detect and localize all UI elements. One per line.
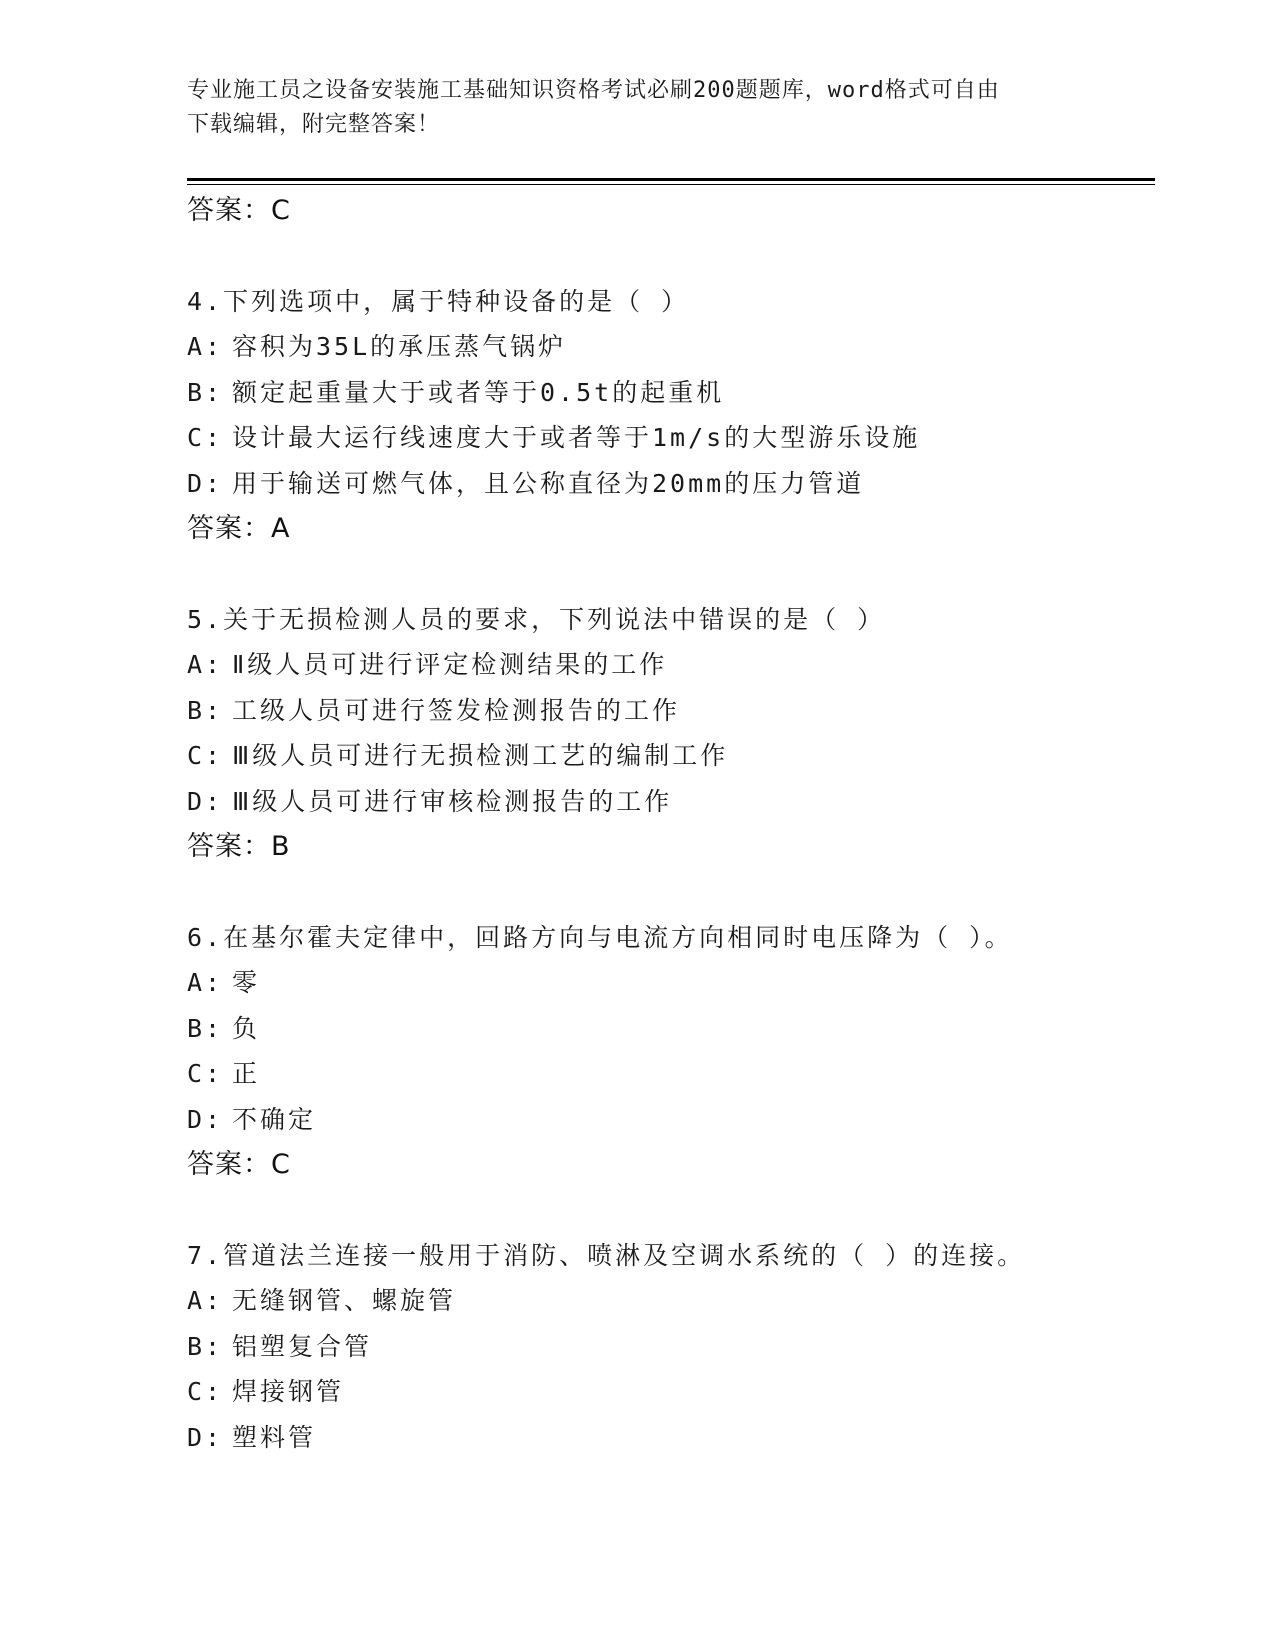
option-a	[187, 1278, 1147, 1324]
option-c	[187, 733, 1147, 779]
option-text: 正	[232, 1059, 261, 1088]
question-stem: 5.关于无损检测人员的要求，下列说法中错误的是（ ）	[187, 604, 886, 634]
option-b	[187, 688, 1147, 734]
question-4	[187, 279, 1147, 552]
option-text: 额定起重量大于或者等于0.5t的起重机	[232, 377, 725, 407]
question-stem: 6.在基尔霍夫定律中，回路方向与电流方向相同时电压降为（ ）。	[187, 922, 1013, 952]
option-d	[187, 1415, 1147, 1461]
option-b	[187, 1324, 1147, 1370]
question-stem: 4.下列选项中，属于特种设备的是（ ）	[187, 286, 690, 316]
answer-line: 答案：C	[187, 1149, 291, 1180]
header-title-line-2: 下载编辑，附完整答案！	[187, 112, 441, 137]
answer-line: 答案：A	[187, 513, 291, 544]
option-text: 零	[232, 968, 261, 997]
option-key: D:	[187, 1422, 224, 1452]
option-d	[187, 779, 1147, 825]
question-stem: 7.管道法兰连接一般用于消防、喷淋及空调水系统的（ ）的连接。	[187, 1240, 1026, 1270]
option-text: Ⅱ级人员可进行评定检测结果的工作	[232, 650, 668, 679]
option-text: 不确定	[232, 1104, 317, 1134]
answer-line: 答案：B	[187, 831, 291, 862]
option-text: 工级人员可进行签发检测报告的工作	[232, 695, 681, 725]
option-text: 容积为35L的承压蒸气锅炉	[232, 332, 567, 361]
option-text: 负	[232, 1013, 261, 1043]
previous-answer: 答案：C	[187, 195, 291, 226]
option-b	[187, 370, 1147, 416]
option-text: 铝塑复合管	[232, 1331, 373, 1361]
option-text: 用于输送可燃气体，且公称直径为20mm的压力管道	[232, 468, 865, 498]
option-b	[187, 1006, 1147, 1052]
option-text: Ⅲ级人员可进行审核检测报告的工作	[232, 786, 673, 816]
option-key: C:	[187, 1377, 224, 1406]
option-key: B:	[187, 695, 224, 725]
question-5	[187, 597, 1147, 870]
option-c	[187, 415, 1147, 461]
option-key: A:	[187, 1286, 224, 1315]
option-key: C:	[187, 423, 224, 452]
option-key: D:	[187, 1104, 224, 1134]
header-title-line-1: 专业施工员之设备安装施工基础知识资格考试必刷200题题库，word格式可自由	[187, 78, 1000, 103]
option-key: B:	[187, 1331, 224, 1361]
option-key: D:	[187, 786, 224, 816]
question-7	[187, 1233, 1147, 1461]
option-d	[187, 1097, 1147, 1143]
option-key: A:	[187, 332, 224, 361]
option-text: 设计最大运行线速度大于或者等于1m/s的大型游乐设施	[232, 423, 921, 452]
option-c	[187, 1051, 1147, 1097]
option-key: C:	[187, 1059, 224, 1088]
option-text: 无缝钢管、螺旋管	[232, 1286, 457, 1315]
option-a	[187, 642, 1147, 688]
question-list	[187, 188, 1147, 1460]
option-key: C:	[187, 741, 224, 770]
option-key: B:	[187, 1013, 224, 1043]
document-header	[187, 74, 1087, 142]
option-text: 焊接钢管	[232, 1377, 345, 1406]
option-key: A:	[187, 650, 224, 679]
option-a	[187, 960, 1147, 1006]
header-divider-thin	[187, 184, 1155, 185]
option-a	[187, 324, 1147, 370]
option-key: D:	[187, 468, 224, 498]
option-text: 塑料管	[232, 1422, 317, 1452]
header-divider-thick	[187, 178, 1155, 181]
option-d	[187, 461, 1147, 507]
option-key: A:	[187, 968, 224, 997]
option-text: Ⅲ级人员可进行无损检测工艺的编制工作	[232, 741, 729, 770]
question-6	[187, 915, 1147, 1188]
option-c	[187, 1369, 1147, 1415]
option-key: B:	[187, 377, 224, 407]
